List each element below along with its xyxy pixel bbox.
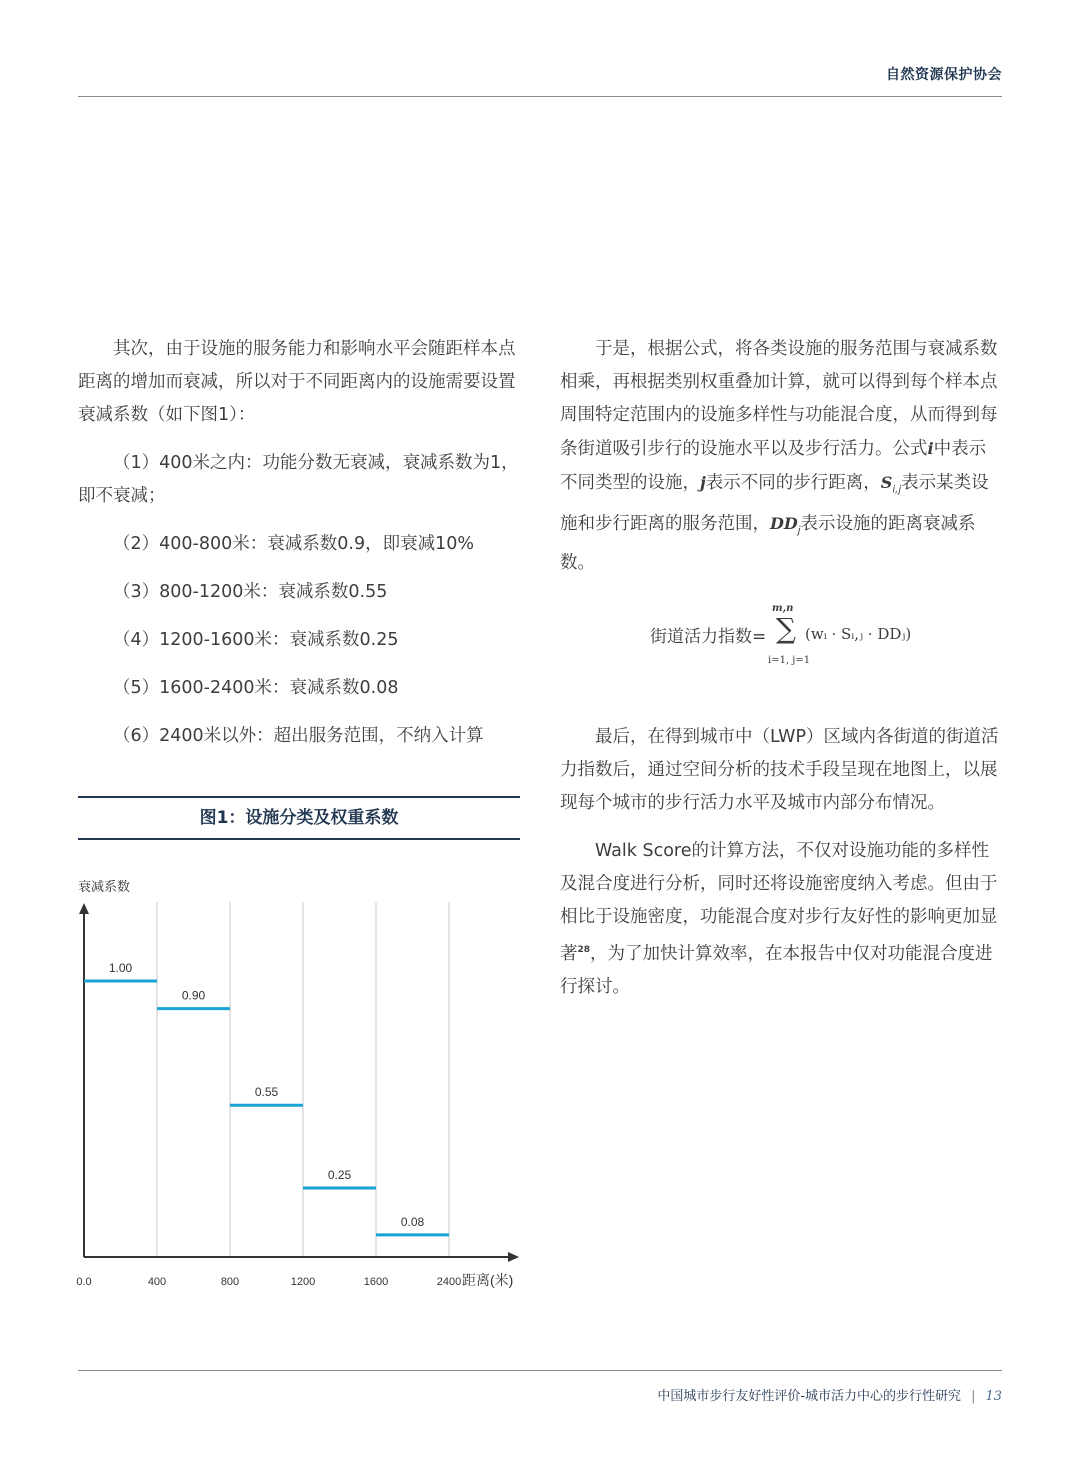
formula-expression: (wᵢ · Sᵢ,ⱼ · DDⱼ) (805, 625, 912, 643)
header-divider (78, 96, 1002, 97)
x-tick-label: 400 (147, 1276, 167, 1288)
x-tick-label: 0.0 (76, 1276, 92, 1288)
figure-title: 图1：设施分类及权重系数 (78, 796, 520, 840)
p1-text-c: 表示不同的步行距离， (705, 473, 881, 493)
footer-divider (78, 1370, 1002, 1371)
formula-upper-limit: m,n (772, 603, 794, 614)
page-number: 13 (985, 1389, 1002, 1404)
header-organization: 自然资源保护协会 (886, 67, 1002, 83)
x-axis-arrow (508, 1252, 519, 1262)
right-paragraph-2: 最后，在得到城市中（LWP）区域内各街道的街道活力指数后，通过空间分析的技术手段呈现在地图上，以展现每个城市的步行活力水平及城市内部分布情况。 (560, 727, 999, 813)
decay-chart-svg (0, 870, 540, 1300)
segment-value-label: 1.00 (108, 961, 133, 975)
var-s: S (880, 473, 893, 492)
p1-text-e: 表示设施的距离衰减系数。 (560, 513, 976, 573)
x-tick-label: 2400 (436, 1276, 462, 1288)
y-axis-label: 衰减系数 (78, 879, 131, 894)
var-dd: DD (770, 513, 798, 533)
decay-item-3: （3）800-1200米：衰减系数0.55 (113, 582, 388, 602)
p1-text-b: 中表示不同类型的设施， (560, 439, 987, 493)
p1-text-d: 表示某类设施和步行距离的服务范围， (560, 473, 989, 534)
formula-sigma: ∑ (776, 612, 796, 645)
x-axis-label: 距离(米) (462, 1272, 514, 1288)
vitality-formula (650, 600, 1010, 670)
x-tick-label: 800 (220, 1276, 240, 1288)
y-axis-arrow (79, 903, 89, 914)
segment-value-label: 0.90 (181, 988, 206, 1003)
p1-text-a: 于是，根据公式，将各类设施的服务范围与衰减系数相乘，再根据类别权重叠加计算，就可以得到每个样本点周围特定范围内的设施多样性与功能混合度，从而得到每条街道吸引步行的设施水平以及步行活力。公式 (560, 339, 998, 459)
footer-title: 中国城市步行友好性评价-城市活力中心的步行性研究 (657, 1389, 962, 1404)
var-dd-subscript: j (797, 525, 801, 536)
decay-item-6: （6）2400米以外：超出服务范围，不纳入计算 (113, 726, 484, 746)
var-i: i (927, 439, 934, 458)
decay-item-2: （2）400-800米：衰减系数0.9，即衰减10% (113, 534, 474, 554)
x-tick-label: 1200 (290, 1276, 316, 1288)
p3-text-a: Walk Score的计算方法，不仅对设施功能的多样性及混合度进行分析，同时还将设施密度纳入考虑。但由于相比于设施密度，功能混合度对步行友好性的影响更加显著 (560, 841, 998, 964)
decay-chart (0, 870, 540, 1300)
formula-lower-limit: i=1, j=1 (768, 655, 811, 666)
left-intro-paragraph: 其次，由于设施的服务能力和影响水平会随距样本点距离的增加而衰减，所以对于不同距离内的设施需要设置衰减系数（如下图1）： (78, 339, 516, 425)
segment-value-label: 0.25 (327, 1168, 352, 1182)
right-paragraph-3 (560, 835, 1003, 1004)
footer (657, 1385, 1002, 1404)
x-tick-label: 1600 (363, 1276, 389, 1288)
formula-label: 街道活力指数= (650, 627, 767, 647)
left-column (78, 333, 521, 753)
decay-item-5: （5）1600-2400米：衰减系数0.08 (113, 678, 399, 698)
segment-value-label: 0.08 (400, 1214, 425, 1229)
var-s-subscript: i,j (892, 484, 902, 496)
footer-separator: | (971, 1389, 976, 1404)
decay-item-1: （1）400米之内：功能分数无衰减，衰减系数为1，即不衰减； (78, 453, 519, 506)
var-j: j (700, 473, 706, 492)
p3-text-b: ，为了加快计算效率，在本报告中仅对功能混合度进行探讨。 (560, 943, 993, 997)
footnote-ref: 28 (577, 945, 591, 955)
segment-value-label: 0.55 (254, 1085, 279, 1100)
decay-item-4: （4）1200-1600米：衰减系数0.25 (113, 630, 399, 650)
right-paragraph-1 (560, 333, 1003, 580)
right-column (560, 333, 1003, 580)
right-column-lower (560, 721, 1003, 1004)
